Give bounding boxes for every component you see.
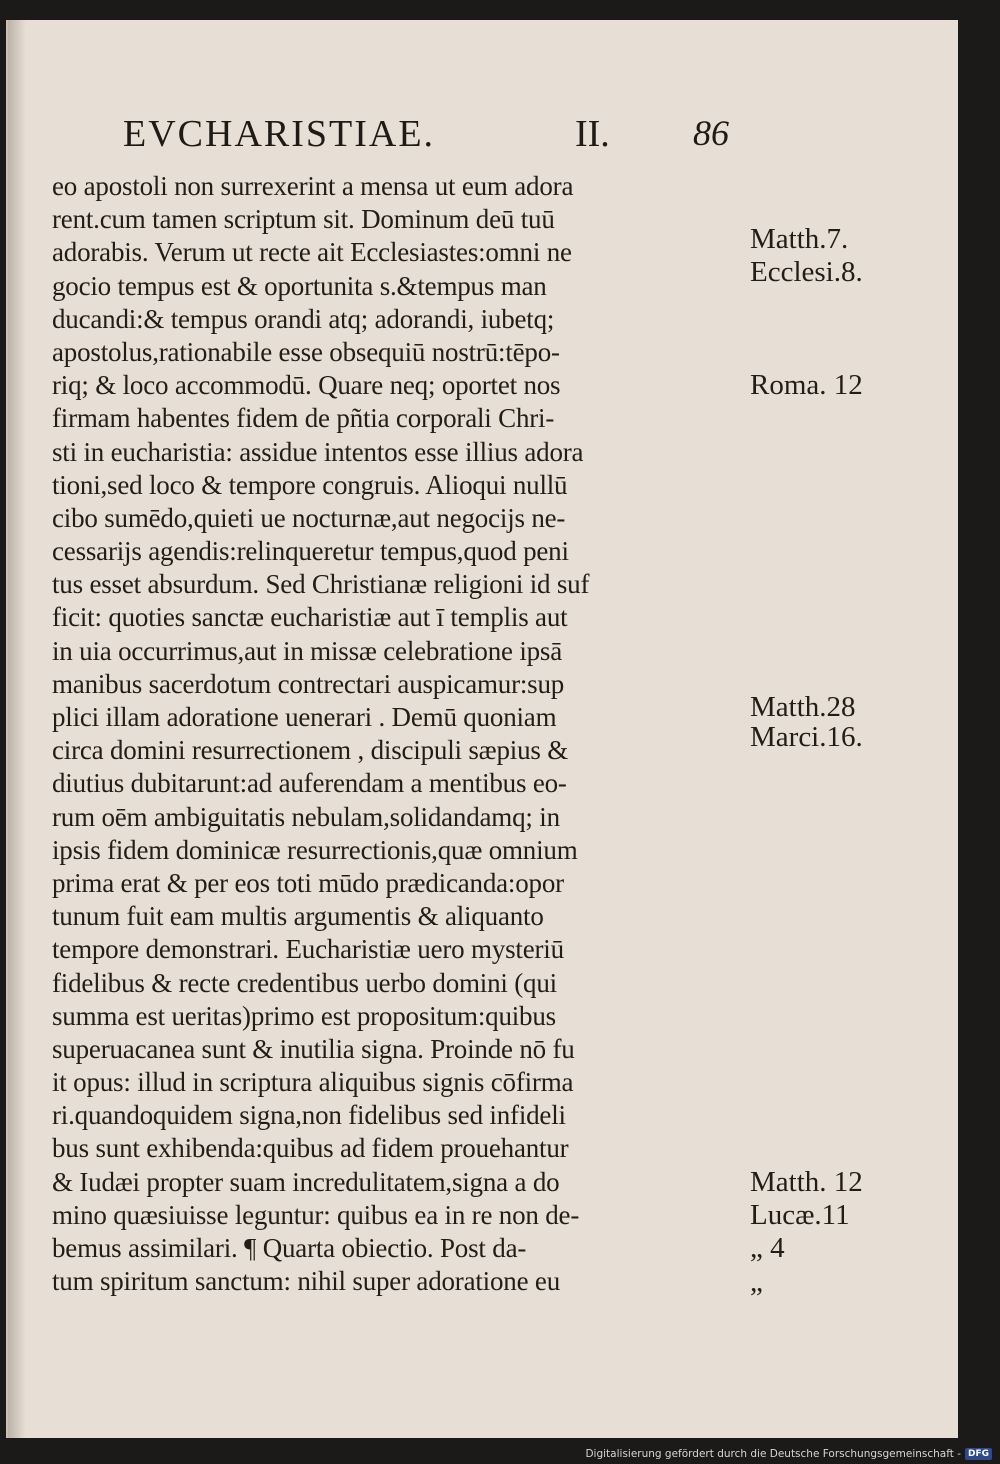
text-line: plici illam adoratione uenerari . Demū quoniam xyxy=(52,702,557,732)
margin-note: Lucæ.11 xyxy=(750,1199,850,1232)
text-line: summa est ueritas)primo est propositum:quibus xyxy=(52,1000,556,1031)
text-line: tunum fuit eam multis argumentis & aliquanto xyxy=(52,901,544,932)
text-line: tus esset absurdum. Sed Christianæ religioni id suf xyxy=(52,569,590,600)
text-line: riq; & loco accommodū. Quare neq; oportet nos xyxy=(52,370,561,401)
text-line: circa domini resurrectionem , discipuli sæpius & xyxy=(52,735,569,766)
text-line: mino quæsiuisse leguntur: quibus ea in re non de- xyxy=(52,1199,580,1230)
text-line: bemus assimilari. ¶ Quarta obiectio. Post da- xyxy=(52,1233,527,1263)
text-line: fidelibus & recte credentibus uerbo domini (qui xyxy=(52,967,557,998)
text-line: adorabis. Verum ut recte ait Ecclesiastes:omni ne xyxy=(52,237,572,268)
text-line: eo apostoli non surrexerint a mensa ut eum adora xyxy=(52,171,574,201)
text-line: ficit: quoties sanctæ eucharistiæ aut ī templis aut xyxy=(52,602,568,633)
text-line: cibo sumēdo,quieti ue nocturnæ,aut negocijs ne- xyxy=(52,502,566,533)
running-title: EVCHARISTIAE. xyxy=(123,113,436,155)
text-line: gocio tempus est & oportunita s.&tempus man xyxy=(52,270,547,301)
margin-note: Roma. 12 xyxy=(750,369,863,402)
dfg-logo: DFG xyxy=(965,1448,992,1460)
text-line: tempore demonstrari. Eucharistiæ uero mysteriū xyxy=(52,934,564,965)
margin-note: „ 4 xyxy=(750,1232,785,1265)
text-line: ri.quandoquidem signa,non fidelibus sed infideli xyxy=(52,1100,566,1131)
text-line: in uia occurrimus,aut in missæ celebratione ipsā xyxy=(52,635,563,666)
chapter-number: II. xyxy=(575,113,610,155)
digitization-credit xyxy=(585,1448,992,1460)
text-line: it opus: illud in scriptura aliquibus signis cōfirma xyxy=(52,1067,574,1098)
gutter-shadow xyxy=(8,20,26,1438)
text-line: & Iudæi propter suam incredulitatem,signa a do xyxy=(52,1166,560,1197)
margin-notes xyxy=(750,20,950,1438)
text-line: apostolus,rationabile esse obsequiū nostrū:tēpo- xyxy=(52,336,560,367)
credit-text: Digitalisierung gefördert durch die Deutsche Forschungsgemeinschaft - xyxy=(585,1448,961,1460)
text-line: ipsis fidem dominicæ resurrectionis,quæ omnium xyxy=(52,834,578,865)
text-line: rent.cum tamen scriptum sit. Dominum deū tuū xyxy=(52,204,555,235)
margin-note: Matth.7. xyxy=(750,223,849,256)
text-line: firmam habentes fidem de pñtia corporali Chri- xyxy=(52,403,555,434)
text-line: bus sunt exhibenda:quibus ad fidem prouehantur xyxy=(52,1133,569,1164)
text-line: superuacanea sunt & inutilia signa. Proinde nō fu xyxy=(52,1033,575,1064)
margin-note: Ecclesi.8. xyxy=(750,256,863,289)
text-line: sti in eucharistia: assidue intentos esse illius adora xyxy=(52,436,584,467)
margin-note: Matth. 12 xyxy=(750,1166,863,1198)
text-line: ducandi:& tempus orandi atq; adorandi, iubetq; xyxy=(52,303,555,334)
text-line: cessarijs agendis:relinqueretur tempus,quod peni xyxy=(52,536,569,567)
body-text xyxy=(52,170,742,1298)
book-page xyxy=(6,20,958,1438)
text-line: tioni,sed loco & tempore congruis. Alioqui nullū xyxy=(52,469,568,500)
margin-note: „ xyxy=(750,1265,763,1298)
text-line: tum spiritum sanctum: nihil super adoratione eu xyxy=(52,1266,561,1297)
text-line: rum oēm ambiguitatis nebulam,solidandamq; in xyxy=(52,801,560,832)
running-head xyxy=(123,112,753,162)
margin-note: Marci.16. xyxy=(750,721,863,754)
text-line: diutius dubitarunt:ad auferendam a mentibus eo- xyxy=(52,768,567,799)
text-line: prima erat & per eos toti mūdo prædicanda:opor xyxy=(52,867,564,898)
folio-number: 86 xyxy=(693,113,729,153)
margin-note: Matth.28 xyxy=(750,691,856,724)
text-line: manibus sacerdotum contrectari auspicamur:sup xyxy=(52,668,565,699)
